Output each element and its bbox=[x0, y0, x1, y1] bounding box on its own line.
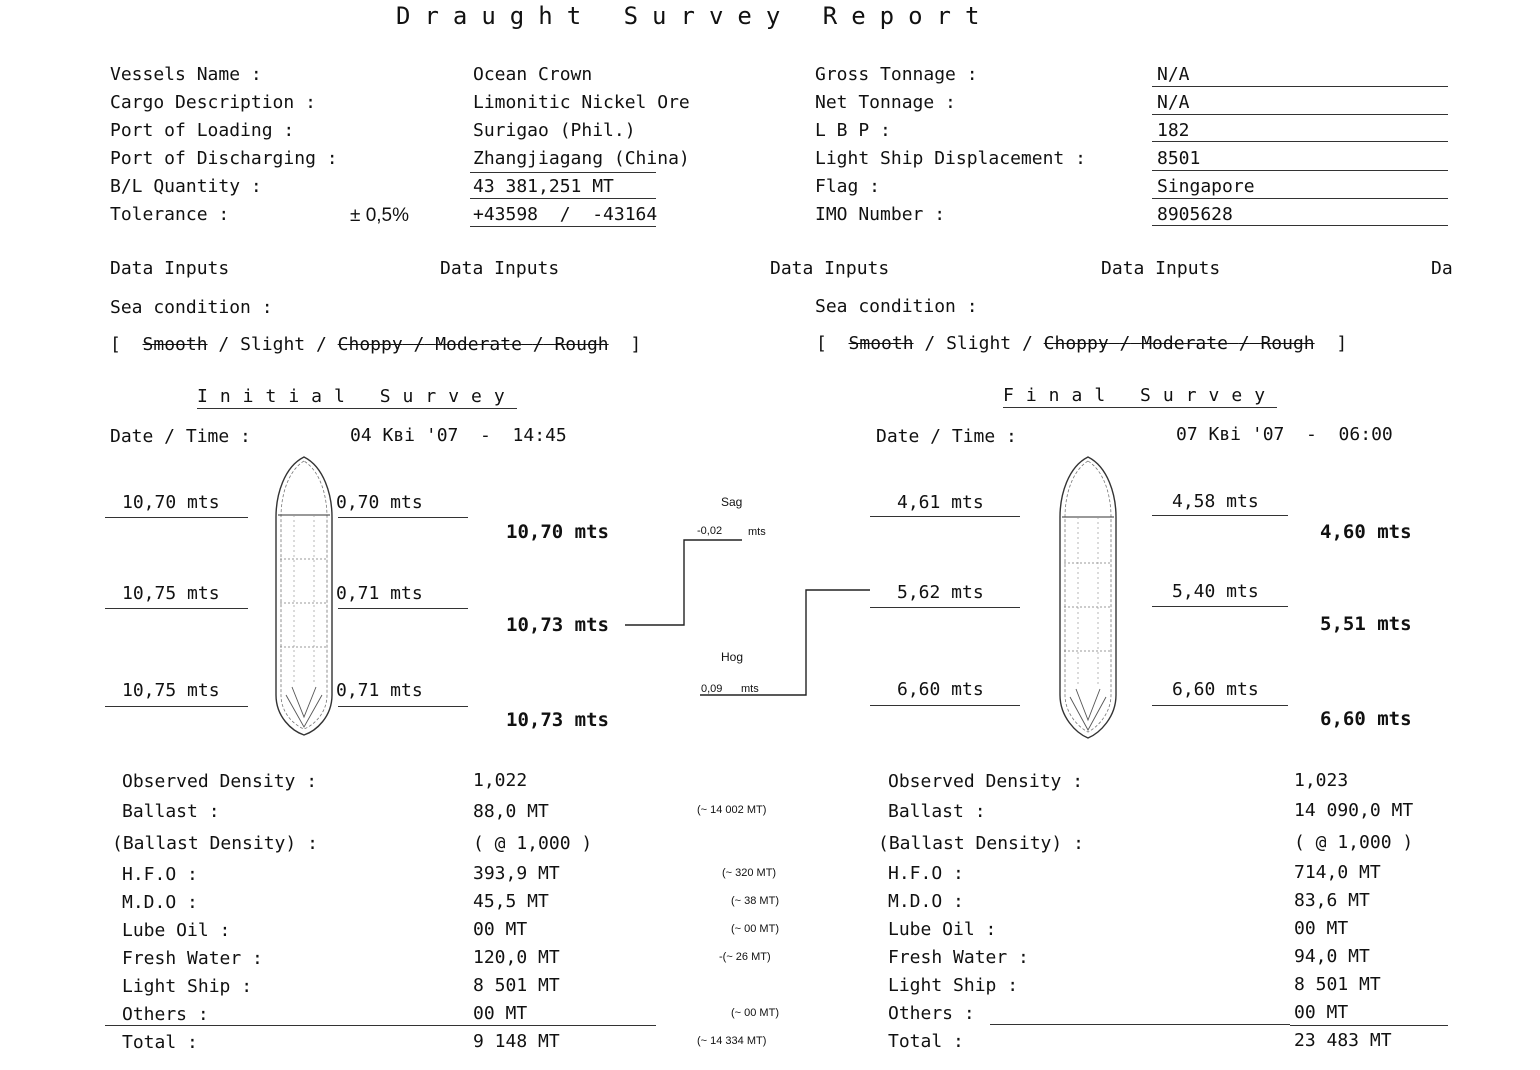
hog-label: Hog bbox=[721, 650, 744, 664]
sea-option-choppy: Choppy bbox=[337, 334, 403, 355]
data-inputs-header: Data Inputs bbox=[110, 258, 230, 279]
initial-row-value: 1,022 bbox=[473, 770, 528, 791]
total-rule bbox=[1290, 1025, 1448, 1026]
initial-datetime-label: Date / Time : bbox=[110, 426, 251, 447]
net-tonnage-value: N/A bbox=[1157, 92, 1190, 113]
sea-option-slight: Slight bbox=[946, 333, 1012, 354]
initial-row-value: 120,0 MT bbox=[473, 947, 560, 968]
port-of-loading-label: Port of Loading : bbox=[110, 120, 295, 141]
net-tonnage-label: Net Tonnage : bbox=[815, 92, 956, 113]
imo-number-value: 8905628 bbox=[1157, 204, 1233, 225]
lbp-value: 182 bbox=[1157, 120, 1190, 141]
final-row-label: (Ballast Density) : bbox=[878, 833, 1084, 854]
sea-condition-options: [ Smooth / Slight / Choppy / Moderate / Rough ] bbox=[110, 334, 642, 355]
data-inputs-header: Data Inputs bbox=[440, 258, 560, 279]
final-row-value: 83,6 MT bbox=[1294, 890, 1370, 911]
hog-value: 0,09 bbox=[701, 683, 723, 695]
light-ship-displacement-value: 8501 bbox=[1157, 148, 1201, 169]
final-row-label: Others : bbox=[888, 1003, 975, 1024]
final-row-label: H.F.O : bbox=[888, 863, 964, 884]
final-row-value: 94,0 MT bbox=[1294, 946, 1370, 967]
initial-row-value: ( @ 1,000 ) bbox=[473, 833, 593, 854]
initial-row-note: (~ 320 MT) bbox=[722, 867, 777, 879]
final-total-value: 23 483 MT bbox=[1294, 1030, 1392, 1051]
initial-aft-mean-draught: 10,73 mts bbox=[506, 709, 609, 731]
flag-value: Singapore bbox=[1157, 176, 1255, 197]
initial-fwd-port-draught: 10,70 mts bbox=[122, 492, 220, 513]
initial-total-label: Total : bbox=[122, 1032, 198, 1053]
final-row-value: 00 MT bbox=[1294, 1002, 1349, 1023]
port-of-loading-value: Surigao (Phil.) bbox=[473, 120, 636, 141]
sea-option-smooth: Smooth bbox=[142, 334, 208, 355]
initial-row-value: 8 501 MT bbox=[473, 975, 560, 996]
initial-mid-stbd-draught: 0,71 mts bbox=[336, 583, 423, 604]
data-inputs-header: Data Inputs bbox=[1101, 258, 1221, 279]
sea-option-moderate: Moderate bbox=[1141, 333, 1228, 354]
sag-label: Sag bbox=[721, 495, 743, 509]
vessel-name-label: Vessels Name : bbox=[110, 64, 262, 85]
sea-condition-label: Sea condition : bbox=[110, 297, 273, 318]
final-row-label: Ballast : bbox=[888, 801, 986, 822]
port-of-discharging-value: Zhangjiagang (China) bbox=[473, 148, 690, 169]
initial-row-value: 393,9 MT bbox=[473, 863, 560, 884]
initial-row-note: (~ 00 MT) bbox=[731, 923, 779, 935]
initial-row-note: (~ 00 MT) bbox=[731, 1007, 779, 1019]
lbp-label: L B P : bbox=[815, 120, 891, 141]
initial-mid-mean-draught: 10,73 mts bbox=[506, 614, 609, 636]
light-ship-displacement-label: Light Ship Displacement : bbox=[815, 148, 1086, 169]
tolerance-label: Tolerance : bbox=[110, 204, 230, 225]
sea-option-smooth: Smooth bbox=[848, 333, 914, 354]
total-rule bbox=[990, 1024, 1290, 1025]
sag-unit: mts bbox=[748, 526, 766, 538]
sag-value: -0,02 bbox=[697, 525, 723, 537]
final-survey-heading: Final Survey bbox=[1003, 385, 1278, 406]
final-aft-mean-draught: 6,60 mts bbox=[1320, 708, 1412, 730]
initial-row-label: Ballast : bbox=[122, 801, 220, 822]
final-row-value: 8 501 MT bbox=[1294, 974, 1381, 995]
final-row-label: M.D.O : bbox=[888, 891, 964, 912]
initial-row-label: H.F.O : bbox=[122, 864, 198, 885]
gross-tonnage-label: Gross Tonnage : bbox=[815, 64, 978, 85]
bl-quantity-value: 43 381,251 MT bbox=[473, 176, 614, 197]
final-total-label: Total : bbox=[888, 1031, 964, 1052]
tolerance-percent: ± 0,5% bbox=[350, 205, 410, 226]
gross-tonnage-value: N/A bbox=[1157, 64, 1190, 85]
initial-total-note: (~ 14 334 MT) bbox=[697, 1035, 767, 1047]
initial-row-label: Light Ship : bbox=[122, 976, 253, 997]
final-fwd-port-draught: 4,61 mts bbox=[897, 492, 984, 513]
initial-survey-heading: Initial Survey bbox=[197, 386, 517, 407]
initial-row-note: (~ 14 002 MT) bbox=[697, 804, 767, 816]
page-title: Draught Survey Report bbox=[396, 2, 994, 30]
sea-option-slight: Slight bbox=[240, 334, 306, 355]
final-row-label: Lube Oil : bbox=[888, 919, 997, 940]
initial-row-label: M.D.O : bbox=[122, 892, 198, 913]
final-row-value: 00 MT bbox=[1294, 918, 1349, 939]
initial-fwd-stbd-draught: 0,70 mts bbox=[336, 492, 423, 513]
data-inputs-header: Da bbox=[1431, 258, 1453, 279]
final-datetime-label: Date / Time : bbox=[876, 426, 1017, 447]
sea-condition-label: Sea condition : bbox=[815, 296, 978, 317]
initial-row-label: Fresh Water : bbox=[122, 948, 263, 969]
initial-row-value: 45,5 MT bbox=[473, 891, 549, 912]
data-inputs-header: Data Inputs bbox=[770, 258, 890, 279]
initial-datetime-value: 04 Kвi '07 - 14:45 bbox=[350, 425, 567, 446]
initial-row-value: 00 MT bbox=[473, 919, 528, 940]
initial-row-value: 88,0 MT bbox=[473, 801, 549, 822]
flag-label: Flag : bbox=[815, 176, 881, 197]
final-mid-mean-draught: 5,51 mts bbox=[1320, 613, 1412, 635]
final-row-value: 14 090,0 MT bbox=[1294, 800, 1414, 821]
initial-fwd-mean-draught: 10,70 mts bbox=[506, 521, 609, 543]
initial-row-note: (~ 38 MT) bbox=[731, 895, 779, 907]
final-row-label: Light Ship : bbox=[888, 975, 1019, 996]
initial-mid-port-draught: 10,75 mts bbox=[122, 583, 220, 604]
total-rule bbox=[105, 1025, 656, 1026]
initial-aft-stbd-draught: 0,71 mts bbox=[336, 680, 423, 701]
initial-row-label: Others : bbox=[122, 1004, 209, 1025]
initial-total-value: 9 148 MT bbox=[473, 1031, 560, 1052]
imo-number-label: IMO Number : bbox=[815, 204, 946, 225]
initial-row-label: (Ballast Density) : bbox=[112, 833, 318, 854]
sea-option-moderate: Moderate bbox=[435, 334, 522, 355]
sea-option-choppy: Choppy bbox=[1043, 333, 1109, 354]
initial-row-label: Lube Oil : bbox=[122, 920, 231, 941]
port-of-discharging-label: Port of Discharging : bbox=[110, 148, 338, 169]
tolerance-value: +43598 / -43164 bbox=[473, 204, 658, 225]
final-aft-stbd-draught: 6,60 mts bbox=[1172, 679, 1259, 700]
initial-row-value: 00 MT bbox=[473, 1003, 528, 1024]
final-datetime-value: 07 Kвi '07 - 06:00 bbox=[1176, 424, 1393, 445]
initial-row-label: Observed Density : bbox=[122, 771, 318, 792]
final-aft-port-draught: 6,60 mts bbox=[897, 679, 984, 700]
initial-row-note: -(~ 26 MT) bbox=[719, 951, 771, 963]
sea-option-rough: Rough bbox=[1260, 333, 1315, 354]
final-fwd-mean-draught: 4,60 mts bbox=[1320, 521, 1412, 543]
final-row-value: 1,023 bbox=[1294, 770, 1349, 791]
final-mid-port-draught: 5,62 mts bbox=[897, 582, 984, 603]
cargo-description-value: Limonitic Nickel Ore bbox=[473, 92, 690, 113]
sea-option-rough: Rough bbox=[554, 334, 609, 355]
vessel-name-value: Ocean Crown bbox=[473, 64, 593, 85]
final-fwd-stbd-draught: 4,58 mts bbox=[1172, 491, 1259, 512]
hog-unit: mts bbox=[741, 683, 759, 695]
final-row-value: ( @ 1,000 ) bbox=[1294, 832, 1414, 853]
final-row-label: Fresh Water : bbox=[888, 947, 1029, 968]
bl-quantity-label: B/L Quantity : bbox=[110, 176, 262, 197]
sea-condition-options: [ Smooth / Slight / Choppy / Moderate / Rough ] bbox=[816, 333, 1348, 354]
cargo-description-label: Cargo Description : bbox=[110, 92, 316, 113]
final-row-label: Observed Density : bbox=[888, 771, 1084, 792]
final-row-value: 714,0 MT bbox=[1294, 862, 1381, 883]
final-mid-stbd-draught: 5,40 mts bbox=[1172, 581, 1259, 602]
initial-aft-port-draught: 10,75 mts bbox=[122, 680, 220, 701]
